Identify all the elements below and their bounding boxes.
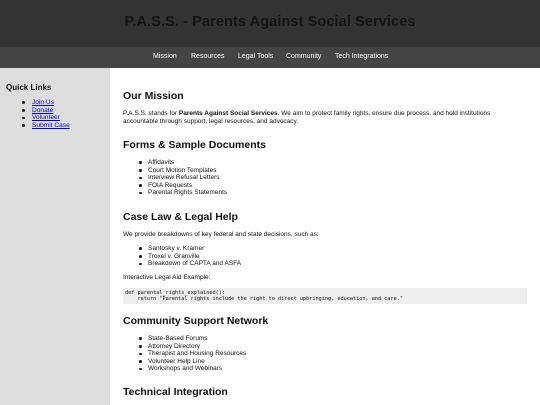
mission-text-suffix: . We aim to protect family rights, ensure due process, and hold institutions accountable through support, legal resources, and advocacy. <box>123 110 491 125</box>
forms-item: Affidavits <box>138 159 227 167</box>
community-list <box>138 335 246 373</box>
code-line: return "Parental rights include the right to direct upbringing, education, and care." <box>125 296 403 303</box>
forms-heading: Forms & Sample Documents <box>123 139 266 151</box>
community-item: Workshops and Webinars <box>138 365 246 373</box>
caselaw-list <box>138 245 241 268</box>
forms-item: Parental Rights Statements <box>138 189 227 197</box>
caselaw-item: Troxel v. Granville <box>138 253 241 261</box>
mission-text <box>123 110 523 126</box>
forms-item: FOIA Requests <box>138 182 227 190</box>
top-nav <box>0 47 540 68</box>
community-item: Attorney Directory <box>138 343 246 351</box>
site-title: P.A.S.S. - Parents Against Social Services <box>124 14 416 30</box>
forms-item: Court Motion Templates <box>138 167 227 175</box>
legal-aid-example-label: Interactive Legal Aid Example: <box>123 274 211 281</box>
caselaw-intro: We provide breakdowns of key federal and state decisions, such as: <box>123 231 319 238</box>
forms-item: Interview Refusal Letters <box>138 174 227 182</box>
mission-heading: Our Mission <box>123 90 184 102</box>
caselaw-heading: Case Law & Legal Help <box>123 211 238 223</box>
forms-list <box>138 159 227 197</box>
community-heading: Community Support Network <box>123 315 269 327</box>
volunteer-link[interactable]: Volunteer <box>32 114 60 122</box>
site-header <box>0 0 540 47</box>
quick-link-item <box>20 107 70 115</box>
caselaw-item: Breakdown of CAPTA and ASFA <box>138 260 241 268</box>
nav-item-legal-tools[interactable]: Legal Tools <box>238 53 274 60</box>
main-content <box>110 68 540 405</box>
nav-item-community[interactable]: Community <box>286 53 322 60</box>
code-line: def parental_rights_explained(): <box>125 290 225 296</box>
community-item: Therapist and Housing Resources <box>138 350 246 358</box>
sidebar-title: Quick Links <box>6 83 52 92</box>
mission-text-bold: Parents Against Social Services <box>178 110 278 117</box>
community-item: State-Based Forums <box>138 335 246 343</box>
quick-links-list <box>20 99 70 129</box>
caselaw-item: Santosky v. Kramer <box>138 245 241 253</box>
donate-link[interactable]: Donate <box>32 106 54 114</box>
join-us-link[interactable]: Join Us <box>32 99 54 106</box>
nav-item-mission[interactable]: Mission <box>153 53 177 60</box>
nav-item-resources[interactable]: Resources <box>191 53 225 60</box>
quick-link-item <box>20 114 70 122</box>
sidebar <box>0 68 110 405</box>
nav-item-tech-integrations[interactable]: Tech Integrations <box>335 53 389 60</box>
mission-text-prefix: P.A.S.S. stands for <box>123 110 179 117</box>
submit-case-link[interactable]: Submit Case <box>32 121 70 129</box>
code-block <box>123 288 527 304</box>
tech-heading: Technical Integration <box>123 386 228 398</box>
community-item: Volunteer Help Line <box>138 358 246 366</box>
quick-link-item <box>20 122 70 130</box>
quick-link-item <box>20 99 70 107</box>
